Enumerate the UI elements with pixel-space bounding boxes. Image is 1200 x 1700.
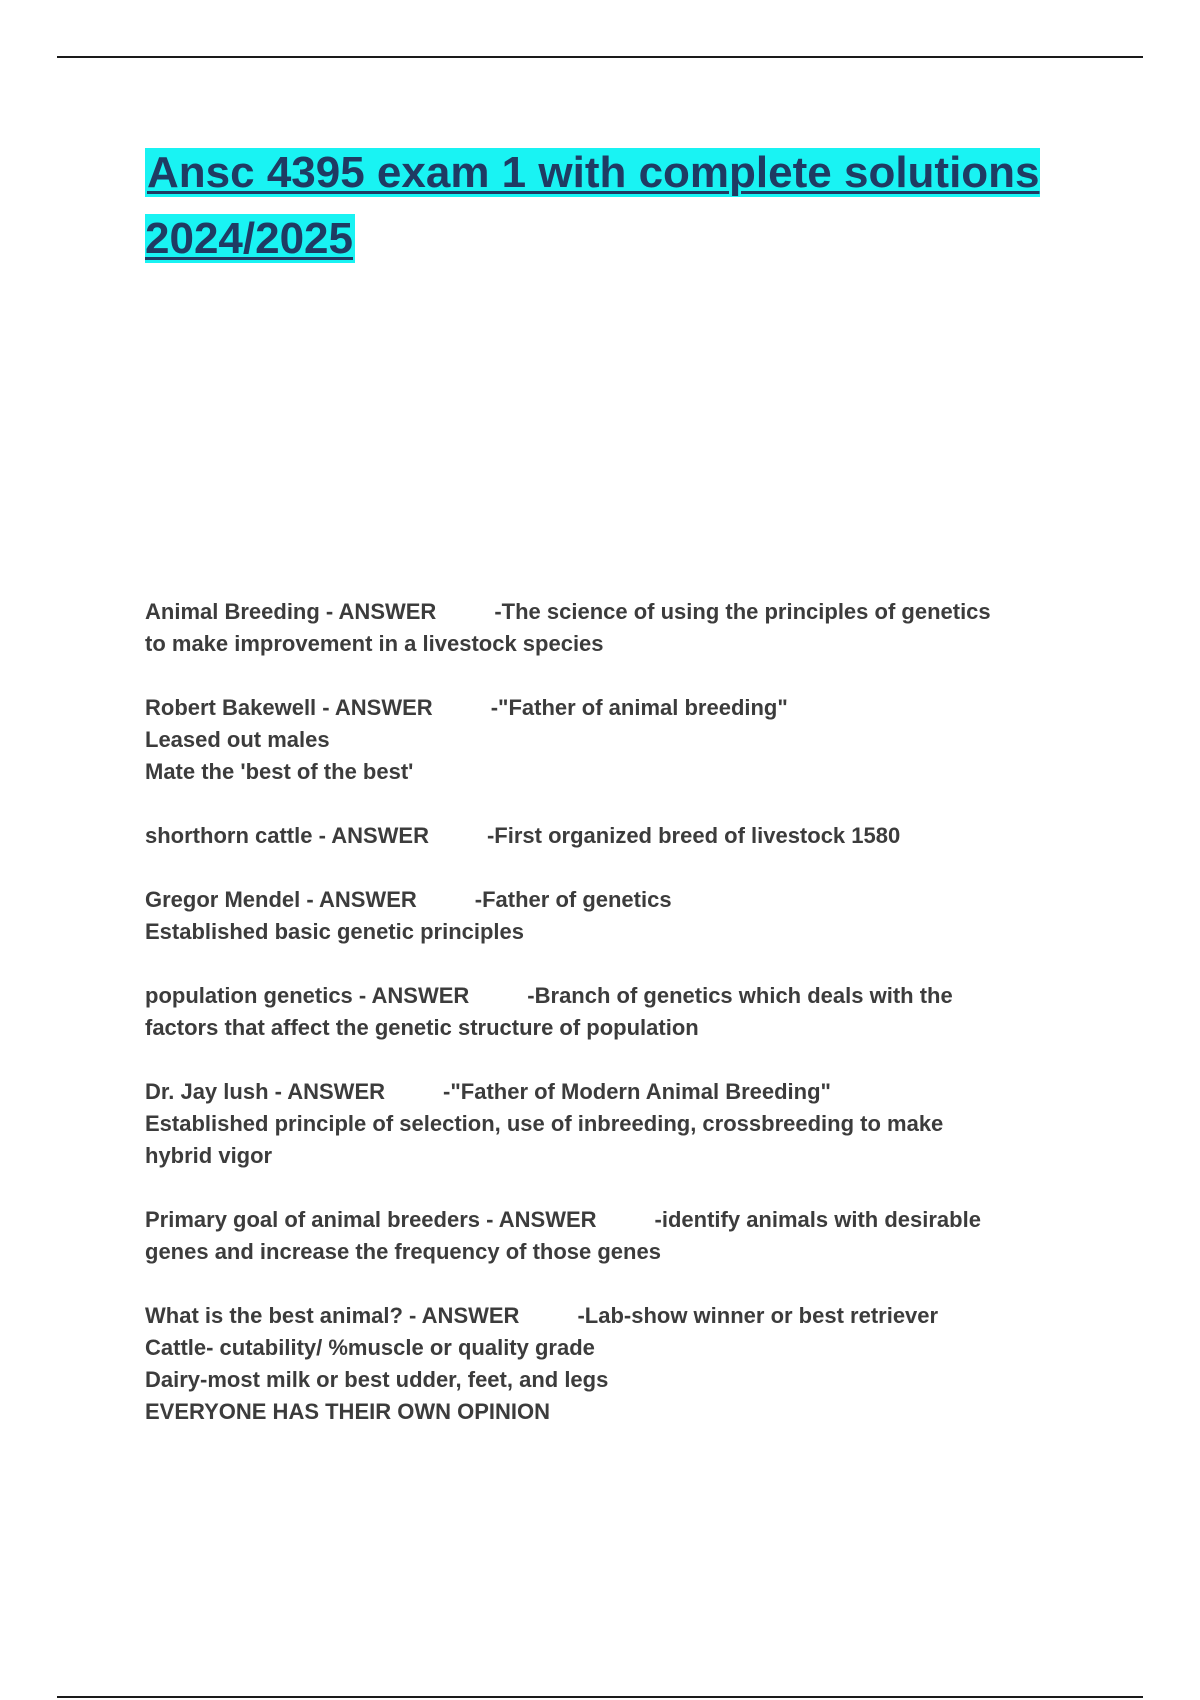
qa-question: Gregor Mendel - ANSWER xyxy=(145,887,417,912)
qa-answer-line: Dairy-most milk or best udder, feet, and legs xyxy=(145,1367,609,1392)
qa-answer: -Branch of genetics which deals with the xyxy=(527,983,953,1008)
qa-answer-line: hybrid vigor xyxy=(145,1143,273,1168)
qa-answer: -The science of using the principles of genetics xyxy=(494,599,991,624)
qa-entry xyxy=(145,692,1085,788)
qa-entry xyxy=(145,820,1085,852)
qa-answer: -First organized breed of livestock 1580 xyxy=(486,823,901,848)
qa-first-line xyxy=(145,596,1085,628)
qa-answer: -"Father of Modern Animal Breeding" xyxy=(443,1079,831,1104)
qa-question: Animal Breeding - ANSWER xyxy=(145,599,437,624)
qa-answer: -identify animals with desirable xyxy=(654,1207,981,1232)
document-title[interactable] xyxy=(145,140,1105,272)
qa-answer: -"Father of animal breeding" xyxy=(490,695,788,720)
qa-answer-line: factors that affect the genetic structure of population xyxy=(145,1015,699,1040)
qa-question: population genetics - ANSWER xyxy=(145,983,470,1008)
document-title-text: Ansc 4395 exam 1 with complete solutions 2024/2025 xyxy=(145,148,1040,263)
qa-first-line xyxy=(145,980,1085,1012)
qa-first-line xyxy=(145,1076,1085,1108)
qa-answer: -Father of genetics xyxy=(474,887,672,912)
qa-entry xyxy=(145,1076,1085,1172)
top-divider xyxy=(57,56,1143,58)
qa-list xyxy=(145,596,1085,1460)
qa-answer-line: Leased out males xyxy=(145,727,330,752)
qa-answer-line: genes and increase the frequency of those genes xyxy=(145,1239,661,1264)
qa-question: Robert Bakewell - ANSWER xyxy=(145,695,433,720)
qa-answer-line: Established basic genetic principles xyxy=(145,919,525,944)
qa-answer-line: Established principle of selection, use of inbreeding, crossbreeding to make xyxy=(145,1111,944,1136)
qa-first-line xyxy=(145,692,1085,724)
qa-question: Dr. Jay lush - ANSWER xyxy=(145,1079,386,1104)
qa-answer: -Lab-show winner or best retriever xyxy=(577,1303,939,1328)
qa-first-line xyxy=(145,1300,1085,1332)
qa-question: What is the best animal? - ANSWER xyxy=(145,1303,520,1328)
bottom-divider xyxy=(57,1696,1143,1698)
qa-entry xyxy=(145,596,1085,660)
qa-entry xyxy=(145,884,1085,948)
qa-entry xyxy=(145,980,1085,1044)
qa-entry xyxy=(145,1204,1085,1268)
qa-first-line xyxy=(145,820,1085,852)
qa-answer-line: Mate the 'best of the best' xyxy=(145,759,414,784)
qa-question: shorthorn cattle - ANSWER xyxy=(145,823,429,848)
qa-entry xyxy=(145,1300,1085,1428)
qa-answer-line: EVERYONE HAS THEIR OWN OPINION xyxy=(145,1399,551,1424)
qa-answer-line: Cattle- cutability/ %muscle or quality grade xyxy=(145,1335,595,1360)
qa-question: Primary goal of animal breeders - ANSWER xyxy=(145,1207,597,1232)
qa-answer-line: to make improvement in a livestock species xyxy=(145,631,604,656)
qa-first-line xyxy=(145,884,1085,916)
qa-first-line xyxy=(145,1204,1085,1236)
